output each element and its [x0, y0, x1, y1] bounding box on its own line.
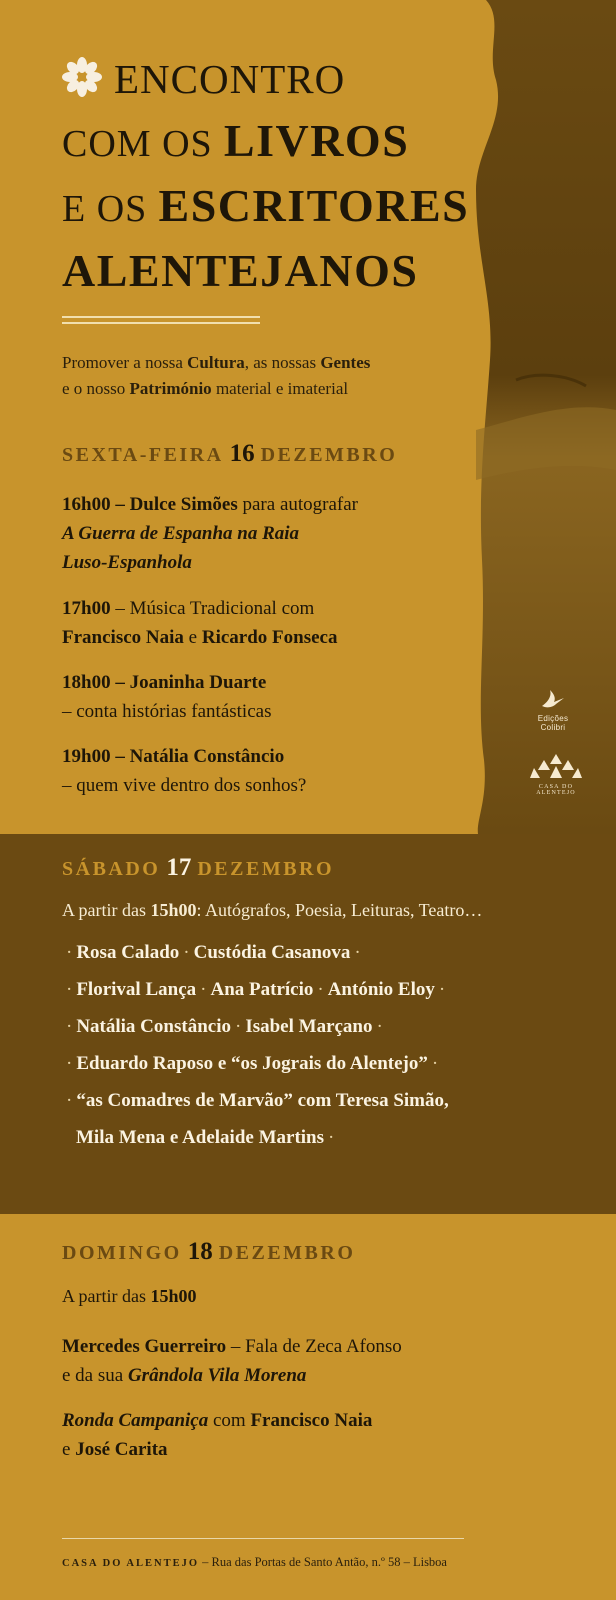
subtitle-cultura: Cultura: [187, 353, 245, 372]
title-rule-bottom: [62, 322, 260, 324]
event-time: 17h00: [62, 598, 111, 619]
hummingbird-icon: [538, 688, 568, 710]
event-text: – quem vive dentro dos sonhos?: [62, 775, 307, 796]
month-name: DEZEMBRO: [260, 444, 398, 466]
colibri-logo: [528, 688, 578, 732]
bullet-dot: ·: [376, 1016, 383, 1037]
friday-event-3: [62, 668, 492, 726]
flower-icon: [62, 57, 102, 97]
friday-heading: [62, 440, 397, 468]
event-text: – conta histórias fantásticas: [62, 701, 272, 722]
book-title: A Guerra de Espanha na Raia: [62, 523, 300, 544]
participant-name: Rosa Calado: [76, 942, 180, 963]
title-com-os: COM OS: [62, 123, 213, 165]
intro-text: A partir das: [62, 1286, 151, 1306]
title-livros: LIVROS: [223, 115, 410, 166]
bullet-dot: ·: [200, 979, 207, 1000]
friday-event-1: [62, 490, 492, 577]
participants-line-2: [62, 971, 562, 1008]
day-name: SEXTA-FEIRA: [62, 444, 224, 466]
performer-name: José Carita: [75, 1439, 168, 1460]
event-time-author: 16h00 – Dulce Simões: [62, 494, 238, 515]
bullet-dot: ·: [66, 979, 73, 1000]
participant-name: Florival Lança: [76, 979, 197, 1000]
bullet-dot: ·: [328, 1127, 335, 1148]
participant-name: Ana Patrício: [210, 979, 314, 1000]
bullet-dot: ·: [354, 942, 361, 963]
event-text: e: [183, 627, 202, 648]
event-text: com: [208, 1410, 251, 1431]
colibri-logo-text: Edições Colibri: [537, 714, 569, 732]
event-title: [62, 48, 492, 303]
sunday-intro: [62, 1282, 492, 1311]
casa-alentejo-logo: [518, 752, 594, 796]
footer-venue: CASA DO ALENTEJO: [62, 1558, 200, 1569]
saturday-participants: [62, 934, 562, 1156]
intro-text: A partir das: [62, 900, 151, 920]
day-number: 16: [229, 440, 255, 467]
saturday-section: [0, 834, 616, 1214]
title-escritores: ESCRITORES: [158, 180, 470, 231]
participant-name: “as Comadres de Marvão” com Teresa Simão,: [76, 1090, 449, 1111]
day-name: SÁBADO: [62, 858, 161, 880]
participant-name: Custódia Casanova: [193, 942, 351, 963]
casa-logo-text: CASA DO ALENTEJO: [536, 784, 576, 796]
sunday-event-1: [62, 1332, 492, 1390]
subtitle-gentes: Gentes: [320, 353, 371, 372]
title-alentejanos: ALENTEJANOS: [62, 245, 419, 296]
title-line-1: [62, 48, 492, 110]
title-line-2: [62, 110, 492, 175]
day-number: 17: [166, 854, 192, 881]
participants-line-6: [62, 1119, 562, 1156]
bullet-dot: ·: [234, 1016, 242, 1037]
sunday-heading: [62, 1238, 355, 1266]
saturday-intro: [62, 896, 582, 925]
subtitle-text: material e imaterial: [211, 379, 349, 398]
intro-text: : Autógrafos, Poesia, Leituras, Teatro…: [196, 900, 483, 920]
subtitle-text: , as nossas: [244, 353, 321, 372]
bullet-dot: ·: [66, 942, 73, 963]
friday-event-4: [62, 742, 492, 800]
participant-name: Natália Constâncio: [76, 1016, 231, 1037]
event-text: para autografar: [237, 494, 359, 515]
bullet-dot: ·: [317, 979, 324, 1000]
group-name: Ronda Campaniça: [62, 1410, 209, 1431]
sunday-section: [0, 1214, 616, 1600]
performer-name: Francisco Naia: [250, 1410, 373, 1431]
participants-line-1: [62, 934, 562, 971]
footer-rule: [62, 1538, 464, 1539]
bullet-dot: ·: [66, 1090, 73, 1111]
month-name: DEZEMBRO: [197, 858, 335, 880]
book-title: Luso-Espanhola: [62, 552, 192, 573]
participant-name: António Eloy: [327, 979, 435, 1000]
subtitle: [62, 350, 462, 402]
subtitle-text: e o nosso: [62, 379, 130, 398]
event-text: e: [62, 1439, 76, 1460]
participant-name: Eduardo Raposo e “os Jograis do Alentejo”: [76, 1053, 428, 1074]
title-rule-top: [62, 316, 260, 318]
participant-name: Isabel Marçano: [245, 1016, 373, 1037]
performer-name: Ricardo Fonseca: [201, 627, 338, 648]
saturday-heading: [62, 854, 334, 882]
bullet-dot: ·: [183, 942, 190, 963]
month-name: DEZEMBRO: [218, 1242, 356, 1264]
footer-address-text: – Rua das Portas de Santo Antão, n.º 58 – Lisboa: [199, 1555, 447, 1569]
bullet-dot: ·: [66, 1016, 73, 1037]
bullet-dot: ·: [431, 1053, 439, 1074]
event-time-author: 19h00 – Natália Constâncio: [62, 746, 285, 767]
bullet-dot: ·: [438, 979, 446, 1000]
title-line-3: [62, 175, 492, 240]
event-text: – Fala de Zeca Afonso: [226, 1336, 402, 1357]
day-number: 18: [187, 1238, 213, 1265]
intro-time: 15h00: [150, 900, 197, 920]
footer-address: [62, 1555, 447, 1570]
song-title: Grândola Vila Morena: [127, 1365, 307, 1386]
title-e-os: E OS: [62, 188, 148, 230]
casa-alentejo-emblem-icon: [530, 752, 582, 780]
event-time-author: 18h00 – Joaninha Duarte: [62, 672, 267, 693]
subtitle-text: Promover a nossa: [62, 353, 188, 372]
participants-line-4: [62, 1045, 562, 1082]
subtitle-patrimonio: Património: [129, 379, 212, 398]
event-text: e da sua: [62, 1365, 128, 1386]
participant-name: Mila Mena e Adelaide Martins: [76, 1127, 325, 1148]
participants-line-3: [62, 1008, 562, 1045]
intro-time: 15h00: [150, 1286, 197, 1306]
friday-event-2: [62, 594, 492, 652]
title-line-4: [62, 240, 492, 303]
performer-name: Francisco Naia: [62, 627, 184, 648]
bullet-dot: ·: [66, 1053, 73, 1074]
performer-name: Mercedes Guerreiro: [62, 1336, 227, 1357]
sunday-event-2: [62, 1406, 492, 1464]
event-text: – Música Tradicional com: [110, 598, 315, 619]
participants-line-5: [62, 1082, 562, 1119]
title-encontro: ENCONTRO: [114, 56, 346, 102]
day-name: DOMINGO: [62, 1242, 182, 1264]
